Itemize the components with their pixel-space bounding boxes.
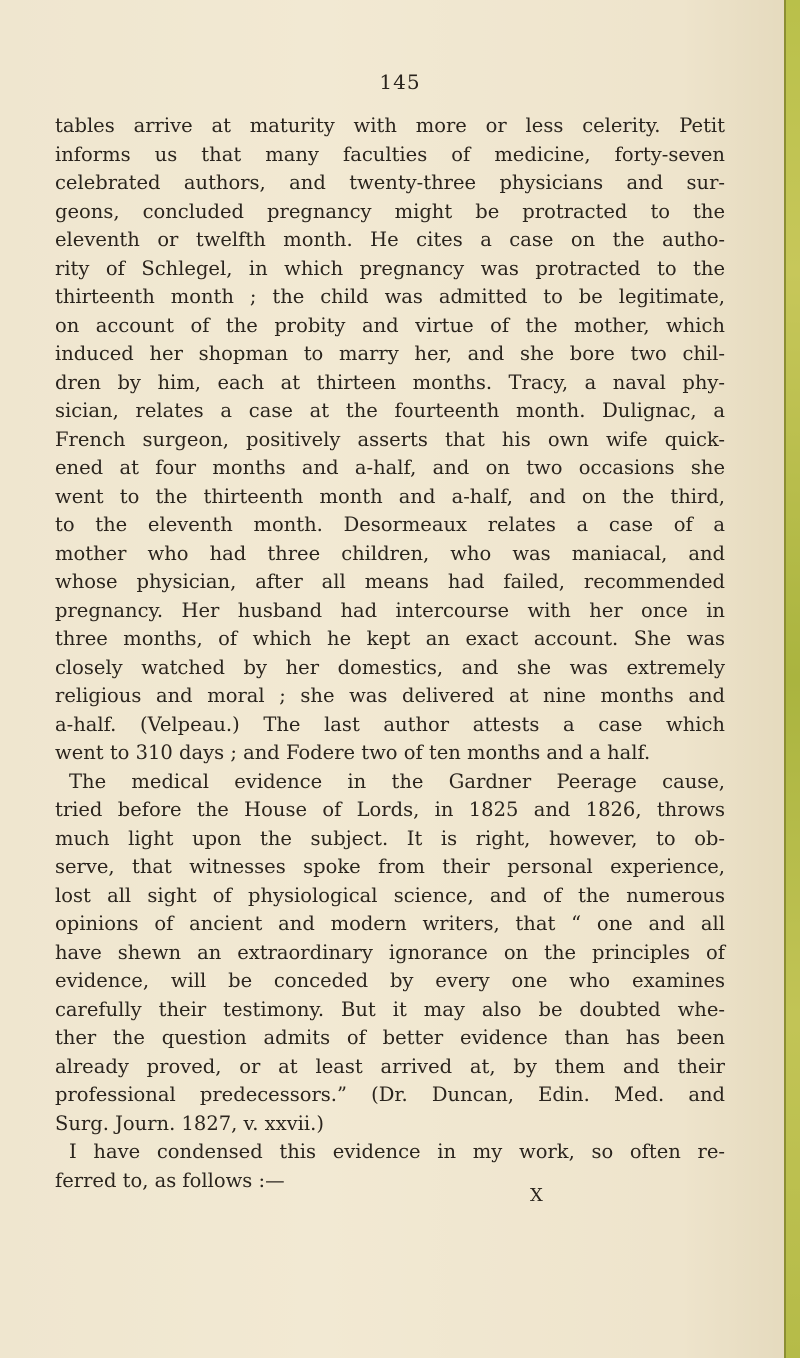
text-line: Surg. Journ. 1827, v. xxvii.) <box>55 1111 324 1135</box>
text-line: on account of the probity and virtue of the mother, which <box>55 313 725 337</box>
text-line: evidence, will be conceded by every one who examines <box>55 969 725 992</box>
text-line: went to the thirteenth month and a-half, and on the third, <box>55 484 725 508</box>
text-line: French surgeon, positively asserts that his own wife quick- <box>55 427 725 451</box>
text-line: ferred to, as follows :— <box>55 1168 285 1192</box>
text-line: closely watched by her domestics, and she was extremely <box>55 655 725 679</box>
text-line: eleventh or twelfth month. He cites a case on the autho- <box>55 228 725 251</box>
body-text <box>55 112 725 1195</box>
text-line: opinions of ancient and modern writers, that “ one and all <box>55 912 725 935</box>
text-line: professional predecessors.” (Dr. Duncan, Edin. Med. and <box>55 1083 725 1106</box>
text-line: tables arrive at maturity with more or less celerity. Petit <box>55 114 725 137</box>
text-line: much light upon the subject. It is right, however, to ob- <box>55 826 725 850</box>
text-line: ened at four months and a-half, and on two occasions she <box>55 456 725 479</box>
text-line: whose physician, after all means had failed, recommended <box>55 570 725 593</box>
text-line: I have condensed this evidence in my work, so often re- <box>69 1140 725 1163</box>
signature-mark: X <box>530 1185 543 1206</box>
text-line: pregnancy. Her husband had intercourse with her once in <box>55 598 725 622</box>
text-line: have shewn an extraordinary ignorance on the principles of <box>55 940 725 964</box>
text-line: carefully their testimony. But it may also be doubted whe- <box>55 997 725 1021</box>
text-line: went to 310 days ; and Fodere two of ten months and a half. <box>55 741 651 764</box>
text-line: to the eleventh month. Desormeaux relates a case of a <box>55 513 725 536</box>
text-line: mother who had three children, who was maniacal, and <box>55 541 725 565</box>
text-line: sician, relates a case at the fourteenth month. Dulignac, a <box>55 399 725 422</box>
text-line: dren by him, each at thirteen months. Tracy, a naval phy- <box>55 370 725 394</box>
text-line: informs us that many faculties of medicine, forty-seven <box>55 142 725 166</box>
text-line: tried before the House of Lords, in 1825 and 1826, throws <box>55 798 725 821</box>
text-line: serve, that witnesses spoke from their personal experience, <box>55 855 725 878</box>
text-line: ther the question admits of better evidence than has been <box>55 1026 725 1049</box>
page-number: 145 <box>379 70 421 94</box>
text-line: three months, of which he kept an exact account. She was <box>55 627 725 650</box>
text-line: already proved, or at least arrived at, by them and their <box>55 1054 725 1078</box>
text-line: The medical evidence in the Gardner Peerage cause, <box>69 769 725 793</box>
text-line: lost all sight of physiological science, and of the numerous <box>55 883 725 907</box>
text-line: thirteenth month ; the child was admitted to be legitimate, <box>55 285 725 308</box>
text-line: a-half. (Velpeau.) The last author attests a case which <box>55 712 725 736</box>
text-line: geons, concluded pregnancy might be protracted to the <box>55 199 725 223</box>
text-line: religious and moral ; she was delivered at nine months and <box>55 684 725 707</box>
text-line: rity of Schlegel, in which pregnancy was protracted to the <box>55 256 725 280</box>
text-line: induced her shopman to marry her, and she bore two chil- <box>55 342 725 365</box>
page-edge-binding <box>784 0 800 1358</box>
text-line: celebrated authors, and twenty-three physicians and sur- <box>55 171 725 194</box>
